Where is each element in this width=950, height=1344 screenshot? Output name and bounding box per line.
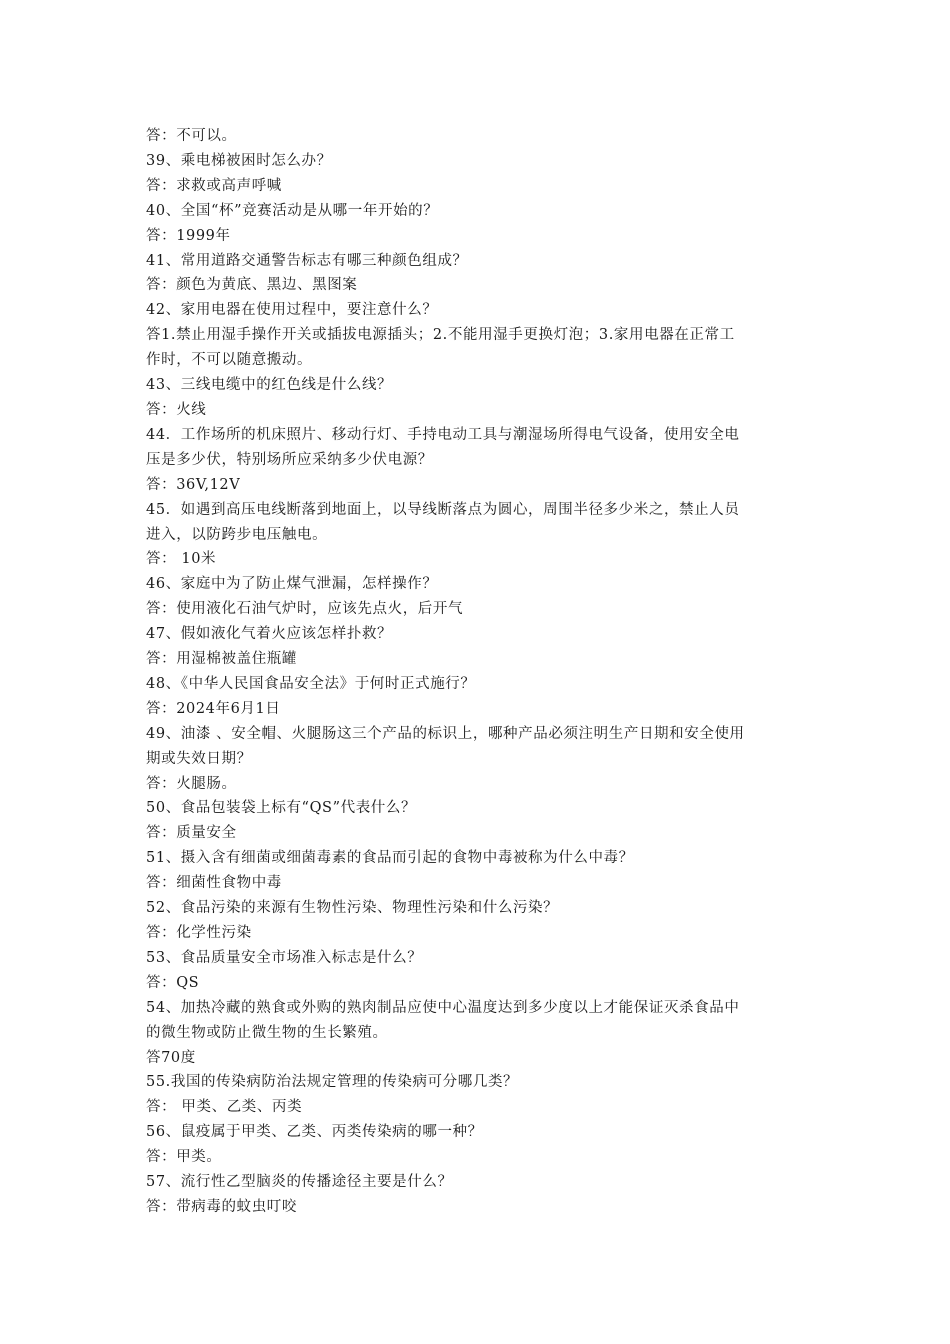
answer-line: 答：2024年6月1日: [146, 700, 281, 717]
question-line: 52、食品污染的来源有生物性污染、物理性污染和什么污染？: [146, 900, 559, 917]
question-line: 期或失效日期？: [146, 750, 252, 767]
question-line: 45．如遇到高压电线断落到地面上，以导线断落点为圆心，周围半径多少米之，禁止人员: [146, 501, 740, 518]
document-page: [146, 124, 808, 1220]
question-line: 47、假如液化气着火应该怎样扑救？: [146, 626, 393, 643]
answer-line: 答：36V,12V: [146, 476, 241, 493]
question-line: 49、油漆 、安全帽、火腿肠这三个产品的标识上，哪种产品必须注明生产日期和安全使用: [146, 725, 745, 742]
answer-line: 答： 10米: [146, 551, 217, 568]
answer-line: 答：带病毒的蚊虫叮咬: [146, 1198, 297, 1215]
text-line: 答：不可以。: [146, 128, 237, 144]
answer-line: 答：QS: [146, 974, 200, 991]
answer-line: 作时，不可以随意搬动。: [146, 352, 313, 369]
answer-line: 答： 甲类、乙类、丙类: [146, 1099, 303, 1116]
answer-line: 答：求救或高声呼喊: [146, 177, 282, 194]
question-line: 42、家用电器在使用过程中，要注意什么？: [146, 302, 438, 319]
question-line: 43、三线电缆中的红色线是什么线？: [146, 377, 393, 394]
question-line: 48、《中华人民国食品安全法》于何时正式施行？: [146, 675, 476, 692]
answer-line: 答：1999年: [146, 227, 231, 244]
question-line: 41、常用道路交通警告标志有哪三种颜色组成？: [146, 252, 468, 269]
question-line: 57、流行性乙型脑炎的传播途径主要是什么？: [146, 1174, 453, 1191]
answer-line: 答：细菌性食物中毒: [146, 875, 282, 892]
answer-line: 答70度: [146, 1049, 196, 1066]
question-line: 54、加热冷藏的熟食或外购的熟肉制品应使中心温度达到多少度以上才能保证灭杀食品中: [146, 999, 740, 1016]
question-line: 压是多少伏，特别场所应采纳多少伏电源？: [146, 451, 433, 468]
question-line: 50、食品包装袋上标有“QS”代表什么？: [146, 800, 417, 817]
question-line: 40、全国“杯”竞赛活动是从哪一年开始的？: [146, 202, 439, 219]
answer-line: 答：甲类。: [146, 1149, 222, 1166]
answer-line: 答1.禁止用湿手操作开关或插拔电源插头；2.不能用湿手更换灯泡；3.家用电器在正常工: [146, 327, 735, 344]
answer-line: 答：质量安全: [146, 825, 237, 842]
question-line: 46、家庭中为了防止煤气泄漏，怎样操作？: [146, 576, 438, 593]
question-line: 53、食品质量安全市场准入标志是什么？: [146, 949, 423, 966]
answer-line: 答：火腿肠。: [146, 775, 237, 792]
question-line: 44．工作场所的机床照片、移动行灯、手持电动工具与潮湿场所得电气设备，使用安全电: [146, 426, 740, 443]
question-line: 51、摄入含有细菌或细菌毒素的食品而引起的食物中毒被称为什么中毒？: [146, 850, 634, 867]
answer-line: 答：颜色为黄底、黑边、黑图案: [146, 277, 358, 294]
answer-line: 答：火线: [146, 401, 207, 418]
answer-line: 答：用湿棉被盖住瓶罐: [146, 651, 297, 668]
answer-line: 答：化学性污染: [146, 925, 252, 941]
question-line: 进入，以防跨步电压触电。: [146, 526, 328, 543]
question-line: 的微生物或防止微生物的生长繁殖。: [146, 1024, 388, 1041]
question-line: 55.我国的传染病防治法规定管理的传染病可分哪几类？: [146, 1074, 519, 1091]
question-line: 56、鼠疫属于甲类、乙类、丙类传染病的哪一种？: [146, 1124, 483, 1141]
question-line: 39、乘电梯被困时怎么办？: [146, 152, 332, 169]
answer-line: 答：使用液化石油气炉时，应该先点火，后开气: [146, 601, 464, 618]
